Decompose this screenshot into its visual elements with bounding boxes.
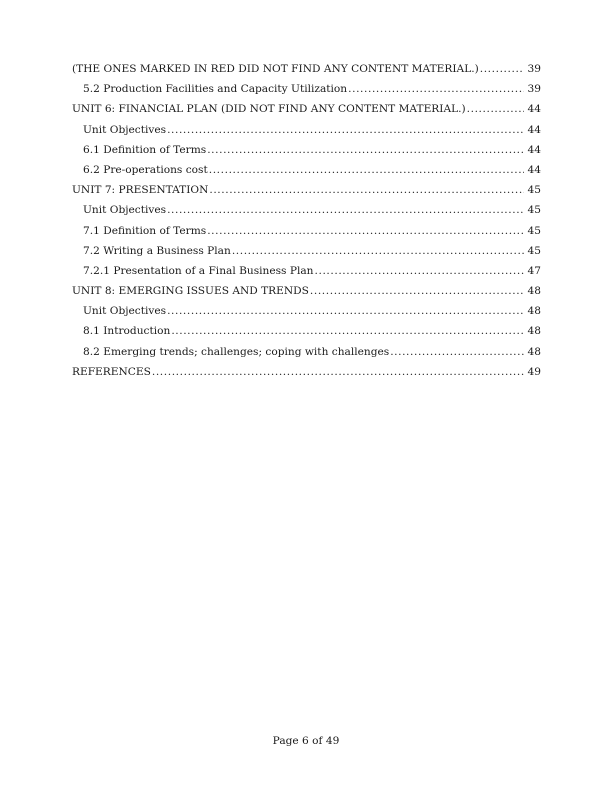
toc-entry-page-number: 45 [527, 244, 541, 257]
toc-entry[interactable] [72, 124, 541, 137]
toc-dot-leader [390, 346, 523, 359]
toc-entry-title: Unit Objectives [83, 305, 167, 318]
toc-dot-leader [232, 245, 524, 258]
toc-dot-leader [207, 144, 523, 157]
toc-dot-leader [480, 63, 524, 76]
toc-entry-page-number: 48 [527, 285, 541, 298]
toc-entry[interactable] [72, 144, 541, 157]
toc-entry-page-number: 48 [527, 345, 541, 358]
toc-entry-title: UNIT 8: EMERGING ISSUES AND TRENDS [72, 285, 309, 298]
toc-entry-title: 6.1 Definition of Terms [83, 143, 207, 156]
toc-entry[interactable] [72, 63, 541, 76]
toc-entry[interactable] [72, 265, 541, 278]
toc-dot-leader [167, 204, 523, 217]
toc-entry[interactable] [72, 83, 541, 96]
toc-entry-page-number: 45 [527, 224, 541, 237]
toc-dot-leader [171, 325, 523, 338]
toc-entry[interactable] [72, 204, 541, 217]
toc-entry-title: (THE ONES MARKED IN RED DID NOT FIND ANY CONTENT MATERIAL.) [72, 63, 479, 75]
toc-entry-title: Unit Objectives [83, 123, 167, 136]
toc-entry-title: 7.2.1 Presentation of a Final Business Plan [83, 264, 314, 277]
toc-entry[interactable] [72, 285, 541, 298]
toc-dot-leader [209, 164, 524, 177]
toc-entry[interactable] [72, 164, 541, 177]
toc-dot-leader [167, 124, 523, 137]
toc-entry-page-number: 44 [527, 143, 541, 156]
page-footer: Page 6 of 49 [272, 735, 340, 747]
toc-entry-title: UNIT 6: FINANCIAL PLAN (DID NOT FIND ANY CONTENT MATERIAL.) [72, 103, 466, 116]
toc-entry-page-number: 39 [527, 83, 541, 96]
toc-entry-page-number: 49 [527, 365, 541, 378]
toc-entry[interactable] [72, 366, 541, 379]
toc-dot-leader [315, 265, 524, 278]
toc-entry[interactable] [72, 325, 541, 338]
toc-entry-page-number: 44 [527, 123, 541, 136]
toc-entry-title: 8.2 Emerging trends; challenges; coping with challenges [83, 345, 390, 358]
table-of-contents [72, 63, 541, 386]
toc-entry-page-number: 44 [527, 163, 541, 176]
toc-dot-leader [167, 305, 523, 318]
toc-dot-leader [348, 83, 523, 96]
toc-entry-page-number: 48 [527, 325, 541, 338]
toc-entry-title: 5.2 Production Facilities and Capacity Utilization [83, 83, 348, 96]
toc-entry-title: 7.2 Writing a Business Plan [83, 244, 231, 257]
toc-entry-title: 8.1 Introduction [83, 325, 171, 338]
toc-entry-title: REFERENCES [72, 365, 151, 378]
toc-dot-leader [310, 285, 524, 298]
toc-entry[interactable] [72, 245, 541, 258]
toc-entry-page-number: 48 [527, 305, 541, 318]
toc-entry-page-number: 39 [527, 63, 541, 75]
toc-dot-leader [209, 184, 523, 197]
toc-entry-page-number: 45 [527, 184, 541, 197]
toc-entry-title: 6.2 Pre-operations cost [83, 163, 208, 176]
toc-entry-title: UNIT 7: PRESENTATION [72, 184, 209, 197]
toc-entry[interactable] [72, 184, 541, 197]
toc-entry-page-number: 45 [527, 204, 541, 217]
toc-entry-page-number: 47 [527, 264, 541, 277]
toc-dot-leader [152, 366, 524, 379]
toc-entry[interactable] [72, 103, 541, 116]
toc-dot-leader [467, 103, 524, 116]
toc-entry-page-number: 44 [527, 103, 541, 116]
toc-entry[interactable] [72, 346, 541, 359]
toc-entry[interactable] [72, 305, 541, 318]
toc-entry[interactable] [72, 225, 541, 238]
toc-dot-leader [207, 225, 523, 238]
toc-entry-title: 7.1 Definition of Terms [83, 224, 207, 237]
toc-entry-title: Unit Objectives [83, 204, 167, 217]
